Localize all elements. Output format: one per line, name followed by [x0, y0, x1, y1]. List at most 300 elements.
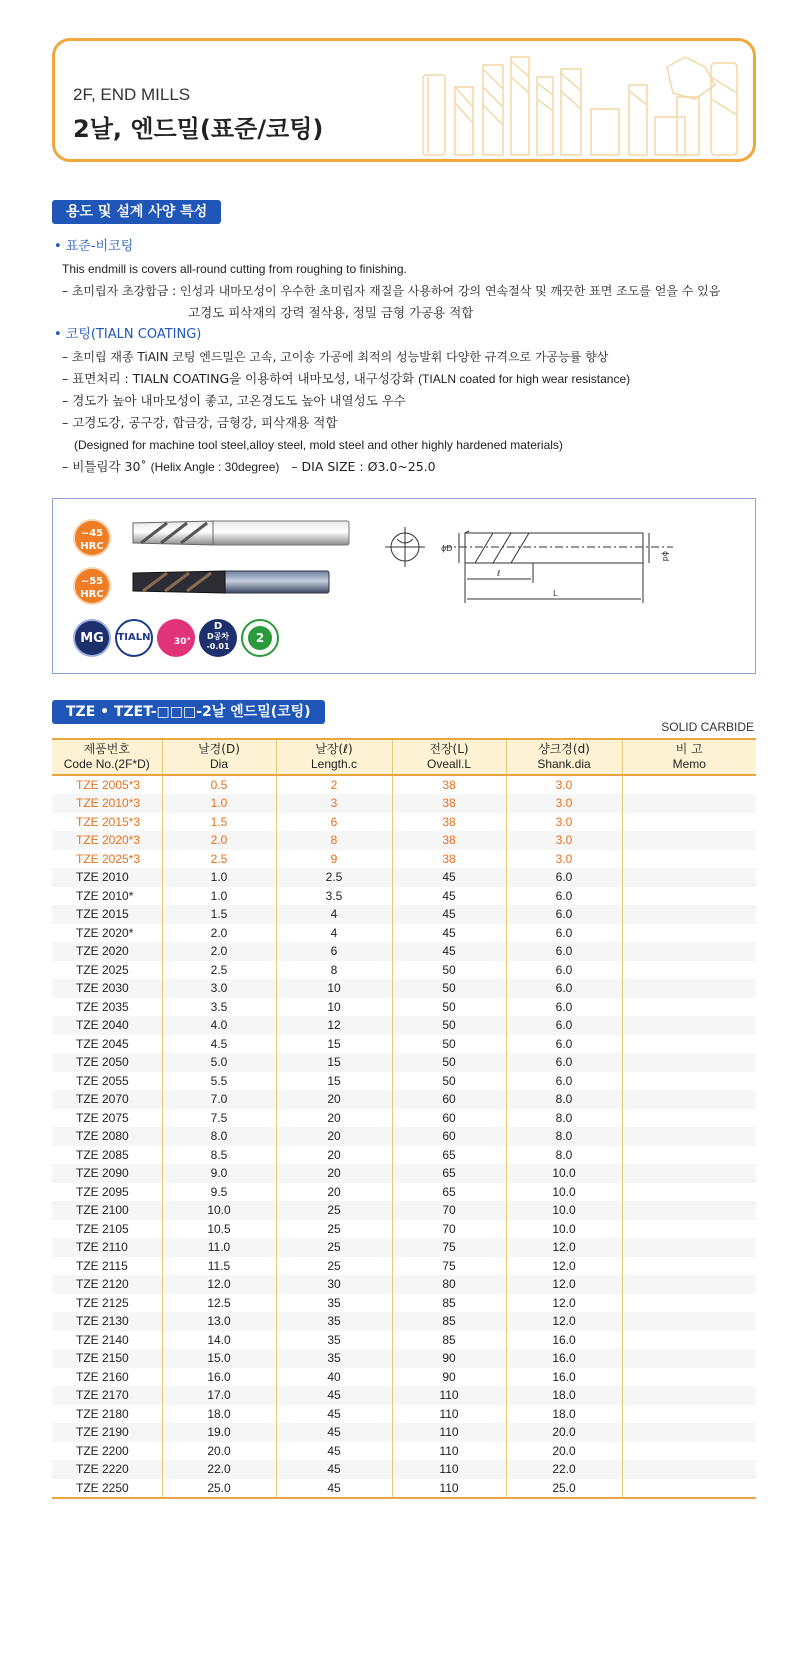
- icon-label: -0.01: [206, 642, 230, 651]
- icon-label: MG: [80, 631, 104, 646]
- table-cell: 1.0: [162, 868, 276, 887]
- table-cell: [622, 1072, 756, 1091]
- column-header-ko: 샹크경(d): [538, 742, 590, 756]
- table-row: [52, 1127, 756, 1146]
- table-row: [52, 1090, 756, 1109]
- spec-line: – 초미립자 초강합금 : 인성과 내마모성이 우수한 초미립자 재질을 사용하여 강의 연속절삭 및 깨끗한 표면 조도를 얻을 수 있음: [62, 284, 721, 298]
- header-box: [52, 38, 756, 162]
- table-cell: 6.0: [506, 961, 622, 980]
- table-cell: [622, 850, 756, 869]
- endmill-photo-coated: [131, 569, 331, 595]
- table-cell: 50: [392, 1072, 506, 1091]
- table-cell: 50: [392, 1035, 506, 1054]
- table-cell: 20: [276, 1164, 392, 1183]
- section-badge-usage: 용도 및 설계 사양 특성: [52, 200, 221, 224]
- table-cell: 3: [276, 794, 392, 813]
- tialn-coating-icon: [115, 619, 153, 657]
- table-cell: 110: [392, 1442, 506, 1461]
- table-cell: 38: [392, 775, 506, 794]
- spec-text: – 비틀림각 30˚: [62, 459, 147, 474]
- table-row: [52, 905, 756, 924]
- table-row: [52, 831, 756, 850]
- table-cell: 20: [276, 1090, 392, 1109]
- table-cell: 10.0: [506, 1201, 622, 1220]
- table-row: [52, 1294, 756, 1313]
- table-cell: 45: [392, 942, 506, 961]
- bullet-coating: • 코팅(TIALN COATING): [54, 327, 202, 342]
- table-cell: 6.0: [506, 1016, 622, 1035]
- table-cell: 6.0: [506, 868, 622, 887]
- table-cell: 75: [392, 1238, 506, 1257]
- table-row: [52, 794, 756, 813]
- spec-text-en: (Helix Angle : 30degree): [150, 460, 280, 474]
- table-cell: [622, 1331, 756, 1350]
- table-row: [52, 1238, 756, 1257]
- table-cell: 9.5: [162, 1183, 276, 1202]
- table-cell: TZE 2080: [52, 1127, 162, 1146]
- column-header-en: Oveall.L: [426, 757, 472, 771]
- table-row: [52, 1035, 756, 1054]
- table-cell: 38: [392, 813, 506, 832]
- table-row: [52, 1146, 756, 1165]
- table-row: [52, 1072, 756, 1091]
- table-cell: [622, 1479, 756, 1498]
- table-row: [52, 1368, 756, 1387]
- table-cell: 80: [392, 1275, 506, 1294]
- bullet-standard: • 표준-비코팅: [54, 239, 134, 254]
- helix-angle-icon: [157, 619, 195, 657]
- table-cell: 19.0: [162, 1423, 276, 1442]
- table-cell: [622, 813, 756, 832]
- table-cell: 16.0: [506, 1349, 622, 1368]
- table-row: [52, 813, 756, 832]
- table-cell: 10.0: [506, 1183, 622, 1202]
- table-cell: 50: [392, 979, 506, 998]
- icon-label: D공차: [206, 632, 230, 641]
- column-header-ko: 날장(ℓ): [315, 742, 353, 756]
- table-row: [52, 1257, 756, 1276]
- column-header: [276, 739, 392, 775]
- spec-line: [54, 456, 764, 478]
- table-cell: 12.0: [506, 1238, 622, 1257]
- table-cell: 3.0: [162, 979, 276, 998]
- table-cell: 38: [392, 850, 506, 869]
- table-cell: TZE 2190: [52, 1423, 162, 1442]
- table-cell: [622, 1090, 756, 1109]
- table-cell: [622, 1201, 756, 1220]
- spec-list: [54, 236, 764, 478]
- table-cell: 10.5: [162, 1220, 276, 1239]
- product-figure: [52, 498, 756, 674]
- column-header: [392, 739, 506, 775]
- table-cell: [622, 979, 756, 998]
- table-cell: TZE 2105: [76, 1221, 129, 1236]
- column-header: [506, 739, 622, 775]
- table-row: [52, 924, 756, 943]
- table-cell: [622, 905, 756, 924]
- table-cell: TZE 2015: [52, 905, 162, 924]
- table-cell: 1.0: [162, 794, 276, 813]
- table-row: [52, 1423, 756, 1442]
- table-cell: [622, 1294, 756, 1313]
- table-cell: TZE 2090: [52, 1164, 162, 1183]
- table-cell: 10: [276, 998, 392, 1017]
- table-cell: [622, 1386, 756, 1405]
- dim-label-D: ϕD: [441, 544, 453, 553]
- table-body: [52, 775, 756, 1498]
- table-cell: TZE 2030: [52, 979, 162, 998]
- table-cell: [622, 1349, 756, 1368]
- table-cell: [622, 1146, 756, 1165]
- table-cell: 10.0: [506, 1220, 622, 1239]
- table-cell: [622, 1405, 756, 1424]
- table-cell: TZE 2180: [76, 1406, 129, 1421]
- table-cell: 50: [392, 1053, 506, 1072]
- hrc-55-badge: [73, 567, 111, 605]
- table-cell: 9: [276, 850, 392, 869]
- table-cell: 35: [276, 1294, 392, 1313]
- table-cell: 20: [276, 1183, 392, 1202]
- table-cell: 8.5: [162, 1146, 276, 1165]
- column-header-ko: 제품번호: [83, 742, 130, 756]
- table-cell: 9.0: [162, 1164, 276, 1183]
- table-cell: 22.0: [506, 1460, 622, 1479]
- table-cell: 45: [392, 887, 506, 906]
- table-cell: 15.0: [162, 1349, 276, 1368]
- table-cell: TZE 2040: [52, 1016, 162, 1035]
- table-cell: 12.5: [162, 1294, 276, 1313]
- table-cell: 35: [276, 1349, 392, 1368]
- table-cell: 45: [276, 1442, 392, 1461]
- table-cell: 6.0: [506, 924, 622, 943]
- table-cell: 85: [392, 1312, 506, 1331]
- table-cell: [622, 998, 756, 1017]
- table-cell: [622, 887, 756, 906]
- table-cell: 4.5: [162, 1035, 276, 1054]
- table-cell: 50: [392, 998, 506, 1017]
- table-cell: 15: [276, 1072, 392, 1091]
- table-cell: TZE 2130: [52, 1312, 162, 1331]
- table-cell: [622, 831, 756, 850]
- table-cell: 17.0: [162, 1386, 276, 1405]
- tool-illustration-watermark: [415, 47, 745, 157]
- table-cell: TZE 2020*: [76, 925, 134, 940]
- column-header: [622, 739, 756, 775]
- table-cell: TZE 2020*3: [52, 831, 162, 850]
- table-cell: 3.0: [506, 850, 622, 869]
- table-cell: TZE 2075: [76, 1110, 129, 1125]
- table-row: [52, 1201, 756, 1220]
- table-cell: TZE 2005*3: [76, 778, 141, 792]
- endmill-photo-uncoated: [131, 519, 351, 547]
- table-cell: 40: [276, 1368, 392, 1387]
- table-row: [52, 887, 756, 906]
- table-cell: 6.0: [506, 942, 622, 961]
- table-cell: 12.0: [506, 1257, 622, 1276]
- page-title: 2날, 엔드밀(표준/코팅): [73, 115, 324, 143]
- table-cell: 38: [392, 831, 506, 850]
- table-cell: 60: [392, 1090, 506, 1109]
- table-cell: [622, 1442, 756, 1461]
- table-cell: 3.5: [276, 887, 392, 906]
- table-cell: 15: [276, 1053, 392, 1072]
- table-cell: TZE 2200: [76, 1443, 129, 1458]
- section-badge-product: TZE • TZET-□□□-2날 엔드밀(코팅): [52, 700, 325, 724]
- table-cell: 8.0: [506, 1090, 622, 1109]
- table-cell: 3.5: [162, 998, 276, 1017]
- table-cell: TZE 2010: [52, 868, 162, 887]
- table-cell: 2: [276, 775, 392, 794]
- table-cell: 110: [392, 1423, 506, 1442]
- table-cell: 8.0: [506, 1127, 622, 1146]
- table-cell: 110: [392, 1460, 506, 1479]
- table-row: [52, 868, 756, 887]
- table-cell: 45: [276, 1460, 392, 1479]
- table-cell: 45: [392, 905, 506, 924]
- dim-label-d: ϕd: [661, 551, 670, 562]
- table-cell: TZE 2095: [76, 1184, 129, 1199]
- table-cell: 12.0: [506, 1312, 622, 1331]
- table-cell: 45: [392, 924, 506, 943]
- table-cell: 11.0: [162, 1238, 276, 1257]
- table-cell: TZE 2070: [52, 1090, 162, 1109]
- table-cell: 8: [276, 961, 392, 980]
- table-cell: 25.0: [162, 1479, 276, 1498]
- table-cell: [622, 1368, 756, 1387]
- table-cell: 13.0: [162, 1312, 276, 1331]
- table-cell: 25: [276, 1201, 392, 1220]
- table-cell: 45: [276, 1423, 392, 1442]
- table-cell: 85: [392, 1294, 506, 1313]
- table-row: [52, 1016, 756, 1035]
- table-cell: 4: [276, 924, 392, 943]
- table-cell: 4.0: [162, 1016, 276, 1035]
- table-cell: 45: [392, 868, 506, 887]
- table-cell: [622, 1035, 756, 1054]
- table-cell: TZE 2220: [52, 1460, 162, 1479]
- table-cell: 6.0: [506, 998, 622, 1017]
- icon-label: 2: [255, 631, 265, 645]
- table-cell: TZE 2025*3: [76, 851, 141, 866]
- spec-text: – DIA SIZE : Ø3.0~25.0: [291, 459, 436, 474]
- table-row: [52, 1386, 756, 1405]
- table-cell: 45: [276, 1479, 392, 1498]
- table-cell: 0.5: [162, 775, 276, 794]
- table-cell: 18.0: [506, 1386, 622, 1405]
- table-cell: 1.5: [162, 813, 276, 832]
- table-cell: [622, 1220, 756, 1239]
- table-cell: 30: [276, 1275, 392, 1294]
- hrc-value: ~55: [80, 576, 104, 587]
- table-row: [52, 1331, 756, 1350]
- table-cell: 3.0: [506, 831, 622, 850]
- table-cell: [622, 1275, 756, 1294]
- table-cell: TZE 2020: [52, 942, 162, 961]
- column-header-en: Code No.(2F*D): [63, 757, 150, 771]
- spec-line: 고경도 피삭재의 강력 절삭용, 정밀 금형 가공용 적합: [188, 305, 474, 320]
- table-cell: 2.0: [162, 942, 276, 961]
- table-cell: 22.0: [162, 1460, 276, 1479]
- table-cell: 75: [392, 1257, 506, 1276]
- column-header: [52, 739, 162, 775]
- table-cell: TZE 2120: [52, 1275, 162, 1294]
- table-cell: TZE 2115: [76, 1258, 128, 1273]
- table-cell: 6: [276, 942, 392, 961]
- table-cell: TZE 2170: [52, 1386, 162, 1405]
- table-cell: 2.0: [162, 831, 276, 850]
- table-cell: TZE 2140: [76, 1332, 129, 1347]
- spec-line: [54, 368, 764, 390]
- table-cell: 16.0: [506, 1331, 622, 1350]
- dim-label-l: ℓ: [497, 569, 501, 578]
- spec-table: [52, 738, 756, 1499]
- table-cell: 35: [276, 1312, 392, 1331]
- table-cell: 2.5: [162, 961, 276, 980]
- table-row: [52, 1460, 756, 1479]
- table-cell: 6.0: [506, 1072, 622, 1091]
- table-cell: 20: [276, 1127, 392, 1146]
- table-cell: [622, 1127, 756, 1146]
- table-cell: 65: [392, 1164, 506, 1183]
- hrc-value: ~45: [80, 528, 104, 539]
- table-cell: 14.0: [162, 1331, 276, 1350]
- table-cell: 3.0: [506, 813, 622, 832]
- table-cell: 20: [276, 1146, 392, 1165]
- table-cell: 12: [276, 1016, 392, 1035]
- spec-line: – 경도가 높아 내마모성이 좋고, 고온경도도 높아 내열성도 우수: [62, 393, 406, 408]
- table-cell: 16.0: [162, 1368, 276, 1387]
- table-cell: 25: [276, 1257, 392, 1276]
- table-cell: 60: [392, 1127, 506, 1146]
- hrc-unit: HRC: [80, 589, 104, 600]
- table-cell: 5.5: [162, 1072, 276, 1091]
- table-row: [52, 1479, 756, 1498]
- table-header-row: [52, 739, 756, 775]
- table-row: [52, 850, 756, 869]
- table-cell: TZE 2125: [76, 1295, 129, 1310]
- dim-label-L: L: [553, 589, 558, 598]
- column-header-ko: 날경(D): [198, 742, 240, 756]
- icon-label: 30°: [173, 637, 191, 647]
- table-cell: 10.0: [162, 1201, 276, 1220]
- table-cell: 15: [276, 1035, 392, 1054]
- table-cell: 38: [392, 794, 506, 813]
- endmill-dimension-drawing: [383, 511, 743, 611]
- table-cell: [622, 1164, 756, 1183]
- table-cell: 6.0: [506, 979, 622, 998]
- table-cell: 65: [392, 1183, 506, 1202]
- table-cell: [622, 1423, 756, 1442]
- table-cell: 8.0: [506, 1109, 622, 1128]
- table-cell: TZE 2015*3: [76, 814, 141, 829]
- table-cell: 3.0: [506, 794, 622, 813]
- table-cell: [622, 1257, 756, 1276]
- table-row: [52, 1053, 756, 1072]
- column-header: [162, 739, 276, 775]
- table-cell: 10: [276, 979, 392, 998]
- table-cell: [622, 775, 756, 794]
- column-header-ko: 전장(L): [429, 742, 469, 756]
- spec-line: (Designed for machine tool steel,alloy steel, mold steel and other highly hardened materials): [74, 438, 563, 452]
- table-cell: 85: [392, 1331, 506, 1350]
- mg-grade-icon: [73, 619, 111, 657]
- table-cell: TZE 2110: [52, 1238, 162, 1257]
- table-cell: 6.0: [506, 905, 622, 924]
- spec-text-en: (TIALN coated for high wear resistance): [418, 372, 631, 386]
- table-cell: 50: [392, 1016, 506, 1035]
- table-cell: TZE 2050: [52, 1053, 162, 1072]
- table-cell: [622, 1109, 756, 1128]
- table-cell: 18.0: [162, 1405, 276, 1424]
- table-cell: TZE 2045: [76, 1036, 129, 1051]
- table-cell: 25.0: [506, 1479, 622, 1498]
- table-cell: 35: [276, 1331, 392, 1350]
- table-cell: 2.0: [162, 924, 276, 943]
- table-cell: [622, 1053, 756, 1072]
- table-cell: 110: [392, 1386, 506, 1405]
- table-cell: [622, 794, 756, 813]
- table-cell: 65: [392, 1146, 506, 1165]
- table-cell: TZE 2250: [52, 1479, 162, 1498]
- table-cell: TZE 2055: [76, 1073, 129, 1088]
- table-cell: 45: [276, 1405, 392, 1424]
- table-cell: 12.0: [162, 1275, 276, 1294]
- table-cell: 20.0: [162, 1442, 276, 1461]
- table-cell: TZE 2010*3: [52, 794, 162, 813]
- column-header-en: Shank.dia: [537, 757, 591, 771]
- table-row: [52, 942, 756, 961]
- table-cell: [622, 1312, 756, 1331]
- table-row: [52, 1109, 756, 1128]
- table-cell: [622, 942, 756, 961]
- table-cell: [622, 1183, 756, 1202]
- table-cell: 1.0: [162, 887, 276, 906]
- table-cell: [622, 868, 756, 887]
- spec-line: – 초미립 재종 TiAIN 코팅 엔드밀은 고속, 고이송 가공에 최적의 성능발휘 다양한 규격으로 가공능률 향상: [62, 350, 609, 364]
- table-row: [52, 775, 756, 794]
- column-header-ko: 비 고: [675, 742, 703, 756]
- icon-label: TIALN: [117, 632, 151, 643]
- diameter-tolerance-icon: [199, 619, 237, 657]
- table-cell: 70: [392, 1201, 506, 1220]
- table-cell: TZE 2035: [76, 999, 129, 1014]
- spec-text: – 표면처리 : TIALN COATING을 이용하여 내마모성, 내구성강화: [62, 371, 419, 386]
- table-cell: TZE 2150: [52, 1349, 162, 1368]
- table-cell: 90: [392, 1349, 506, 1368]
- table-cell: 20: [276, 1109, 392, 1128]
- table-row: [52, 961, 756, 980]
- table-row: [52, 1312, 756, 1331]
- table-cell: TZE 2085: [76, 1147, 129, 1162]
- table-cell: 5.0: [162, 1053, 276, 1072]
- table-cell: 6.0: [506, 1053, 622, 1072]
- column-header-en: Memo: [672, 757, 706, 771]
- table-row: [52, 1220, 756, 1239]
- table-cell: TZE 2160: [76, 1369, 129, 1384]
- table-cell: 110: [392, 1479, 506, 1498]
- table-row: [52, 1275, 756, 1294]
- table-cell: 2.5: [162, 850, 276, 869]
- table-cell: 45: [276, 1386, 392, 1405]
- flute-count-icon: [241, 619, 279, 657]
- table-cell: 8.0: [162, 1127, 276, 1146]
- column-header-en: Length.c: [310, 757, 358, 771]
- table-row: [52, 1442, 756, 1461]
- table-row: [52, 998, 756, 1017]
- table-cell: 8: [276, 831, 392, 850]
- table-cell: 16.0: [506, 1368, 622, 1387]
- hrc-unit: HRC: [80, 541, 104, 552]
